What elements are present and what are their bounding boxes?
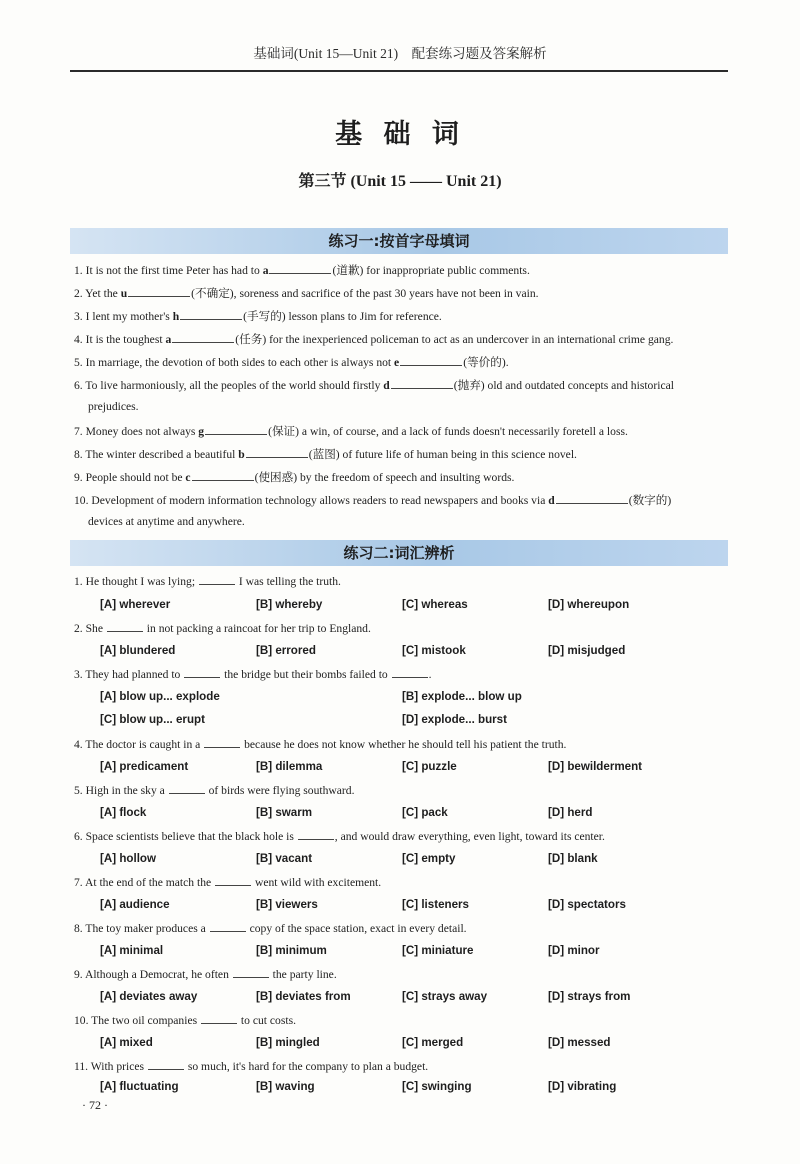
item-text: went wild with excitement. (252, 876, 382, 889)
option-b[interactable]: [B] dilemma (256, 760, 323, 773)
option-d[interactable]: [D] messed (548, 1036, 611, 1049)
answer-blank[interactable] (201, 1012, 237, 1024)
item-text: 6. To live harmoniously, all the peoples of the world should firstly (74, 379, 384, 392)
question-stem (74, 920, 467, 935)
option-a[interactable]: [A] flock (100, 806, 147, 819)
option-b[interactable]: [B] errored (256, 644, 316, 657)
first-letter: a (262, 264, 269, 277)
item-text: 4. The doctor is caught in a (74, 738, 204, 751)
option-c[interactable]: [C] puzzle (402, 760, 457, 773)
answer-blank[interactable] (391, 377, 453, 389)
fill-item (74, 308, 442, 324)
option-a[interactable]: [A] audience (100, 898, 170, 911)
question-stem (74, 1058, 428, 1073)
answer-blank[interactable] (215, 874, 251, 886)
section-heading-exercise-2: 练习二:词汇辨析 (70, 540, 728, 566)
item-text: (使困惑) by the freedom of speech and insulting words. (254, 471, 515, 484)
item-text: 10. The two oil companies (74, 1014, 201, 1027)
item-text: 7. Money does not always (74, 425, 199, 438)
item-text: the bridge but their bombs failed to (221, 668, 391, 681)
item-text: (道歉) for inappropriate public comments. (332, 264, 530, 277)
page-subtitle: 第三节 (Unit 15 —— Unit 21) (298, 173, 502, 190)
item-text: 3. I lent my mother's (74, 310, 173, 323)
first-letter: u (120, 287, 128, 300)
item-text: 2. Yet the (74, 287, 121, 300)
question-stem (74, 782, 354, 797)
fill-item-continuation: devices at anytime and anywhere. (88, 515, 245, 528)
option-d[interactable]: [D] strays from (548, 990, 631, 1003)
option-c[interactable]: [C] miniature (402, 944, 474, 957)
first-letter: d (548, 494, 555, 507)
option-d[interactable]: [D] misjudged (548, 644, 626, 657)
answer-blank[interactable] (246, 446, 308, 458)
option-c[interactable]: [C] merged (402, 1036, 464, 1049)
answer-blank[interactable] (204, 736, 240, 748)
item-text: the party line. (269, 968, 337, 981)
answer-blank[interactable] (210, 920, 246, 932)
question-stem (74, 828, 605, 843)
item-text: (手写的) lesson plans to Jim for reference. (243, 310, 442, 323)
first-letter: c (185, 471, 191, 484)
answer-blank[interactable] (233, 966, 269, 978)
answer-blank[interactable] (392, 666, 428, 678)
option-c[interactable]: [C] strays away (402, 990, 488, 1003)
fill-item (74, 423, 628, 439)
item-text: 8. The winter described a beautiful (74, 448, 239, 461)
item-text: because he does not know whether he should tell his patient the truth. (241, 738, 567, 751)
option-d[interactable]: [D] explode... burst (402, 713, 507, 726)
option-a[interactable]: [A] predicament (100, 760, 189, 773)
item-text: (等价的). (463, 356, 509, 369)
first-letter: e (394, 356, 400, 369)
option-c[interactable]: [C] empty (402, 852, 456, 865)
item-text: (任务) for the inexperienced policeman to act as an undercover in an international crime gang. (235, 333, 674, 346)
first-letter: h (172, 310, 180, 323)
option-a[interactable]: [A] wherever (100, 598, 171, 611)
answer-blank[interactable] (199, 573, 235, 585)
answer-blank[interactable] (192, 469, 254, 481)
first-letter: g (198, 425, 205, 438)
answer-blank[interactable] (269, 262, 331, 274)
option-d[interactable]: [D] whereupon (548, 598, 630, 611)
item-text: 11. With prices (74, 1060, 147, 1073)
option-c[interactable]: [C] mistook (402, 644, 466, 657)
option-b[interactable]: [B] swarm (256, 806, 313, 819)
question-stem (74, 1012, 296, 1027)
option-d[interactable]: [D] blank (548, 852, 598, 865)
item-text: 1. It is not the first time Peter has had to (74, 264, 263, 277)
option-b[interactable]: [B] whereby (256, 598, 323, 611)
option-a[interactable]: [A] minimal (100, 944, 164, 957)
item-text: in not packing a raincoat for her trip to England. (143, 622, 371, 635)
question-stem (74, 573, 341, 588)
fill-item (74, 469, 514, 485)
option-b[interactable]: [B] explode... blow up (402, 690, 522, 703)
first-letter: a (165, 333, 172, 346)
item-text: 4. It is the toughest (74, 333, 166, 346)
first-letter: b (238, 448, 245, 461)
item-text: 1. He thought I was lying; (74, 575, 198, 588)
item-text: (保证) a win, of course, and a lack of funds doesn't necessarily foretell a loss. (268, 425, 628, 438)
question-stem (74, 620, 371, 635)
item-text: 5. In marriage, the devotion of both sides to each other is always not (74, 356, 395, 369)
item-text: 7. At the end of the match the (74, 876, 215, 889)
option-b[interactable]: [B] viewers (256, 898, 318, 911)
section-heading-exercise-1: 练习一:按首字母填词 (70, 228, 728, 254)
option-d[interactable]: [D] spectators (548, 898, 626, 911)
question-stem (74, 874, 381, 889)
question-stem (74, 736, 566, 751)
option-d[interactable]: [D] herd (548, 806, 593, 819)
option-b[interactable]: [B] mingled (256, 1036, 320, 1049)
item-text: 9. Although a Democrat, he often (74, 968, 232, 981)
fill-item (74, 262, 530, 278)
fill-item (74, 377, 674, 393)
answer-blank[interactable] (169, 782, 205, 794)
question-stem (74, 666, 432, 681)
option-b[interactable]: [B] vacant (256, 852, 313, 865)
item-text: , and would draw everything, even light, toward its center. (334, 830, 605, 843)
option-d[interactable]: [D] vibrating (548, 1080, 617, 1093)
fill-item (74, 285, 539, 301)
item-text: (数字的) (628, 494, 672, 507)
option-b[interactable]: [B] minimum (256, 944, 327, 957)
option-a[interactable]: [A] fluctuating (100, 1080, 179, 1093)
fill-item (74, 354, 509, 370)
option-d[interactable]: [D] minor (548, 944, 600, 957)
answer-blank[interactable] (148, 1058, 184, 1070)
item-text: (蓝图) of future life of human being in this science novel. (308, 448, 577, 461)
option-a[interactable]: [A] mixed (100, 1036, 153, 1049)
running-head: 基础词(Unit 15—Unit 21) 配套练习题及答案解析 (253, 46, 547, 61)
option-d[interactable]: [D] bewilderment (548, 760, 643, 773)
answer-blank[interactable] (205, 423, 267, 435)
item-text: (抛弃) old and outdated concepts and historical (453, 379, 674, 392)
fill-item-continuation: prejudices. (88, 400, 139, 413)
item-text: copy of the space station, exact in every detail. (246, 922, 467, 935)
item-text: 8. The toy maker produces a (74, 922, 209, 935)
first-letter: d (383, 379, 390, 392)
option-a[interactable]: [A] blow up... explode (100, 690, 220, 703)
answer-blank[interactable] (556, 492, 628, 504)
option-a[interactable]: [A] hollow (100, 852, 157, 865)
item-text: 5. High in the sky a (74, 784, 168, 797)
item-text: (不确定), soreness and sacrifice of the past 30 years have not been in vain. (191, 287, 539, 300)
answer-blank[interactable] (128, 285, 190, 297)
item-text: 3. They had planned to (74, 668, 184, 681)
option-c[interactable]: [C] swinging (402, 1080, 472, 1093)
item-text: 10. Development of modern information technology allows readers to read newspapers and books via (74, 494, 549, 507)
item-text: of birds were flying southward. (205, 784, 355, 797)
answer-blank[interactable] (184, 666, 220, 678)
item-text: to cut costs. (238, 1014, 296, 1027)
answer-blank[interactable] (400, 354, 462, 366)
item-text: 9. People should not be (74, 471, 186, 484)
option-c[interactable]: [C] pack (402, 806, 448, 819)
option-c[interactable]: [C] blow up... erupt (100, 713, 205, 726)
item-text: 6. Space scientists believe that the black hole is (74, 830, 297, 843)
answer-blank[interactable] (298, 828, 334, 840)
answer-blank[interactable] (107, 620, 143, 632)
option-c[interactable]: [C] listeners (402, 898, 470, 911)
option-a[interactable]: [A] blundered (100, 644, 176, 657)
option-c[interactable]: [C] whereas (402, 598, 468, 611)
fill-item (74, 446, 577, 462)
header-rule (70, 70, 728, 72)
item-text: so much, it's hard for the company to plan a budget. (184, 1060, 429, 1073)
answer-blank[interactable] (172, 331, 234, 343)
fill-item (74, 492, 671, 508)
question-stem (74, 966, 337, 981)
option-b[interactable]: [B] waving (256, 1080, 315, 1093)
item-text: I was telling the truth. (235, 575, 341, 588)
item-text: . (428, 668, 432, 681)
item-text: 2. She (74, 622, 106, 635)
option-a[interactable]: [A] deviates away (100, 990, 198, 1003)
option-b[interactable]: [B] deviates from (256, 990, 351, 1003)
fill-item (74, 331, 673, 347)
answer-blank[interactable] (180, 308, 242, 320)
page-title: 基 础 词 (335, 119, 465, 150)
page-number: · 72 · (82, 1098, 108, 1112)
